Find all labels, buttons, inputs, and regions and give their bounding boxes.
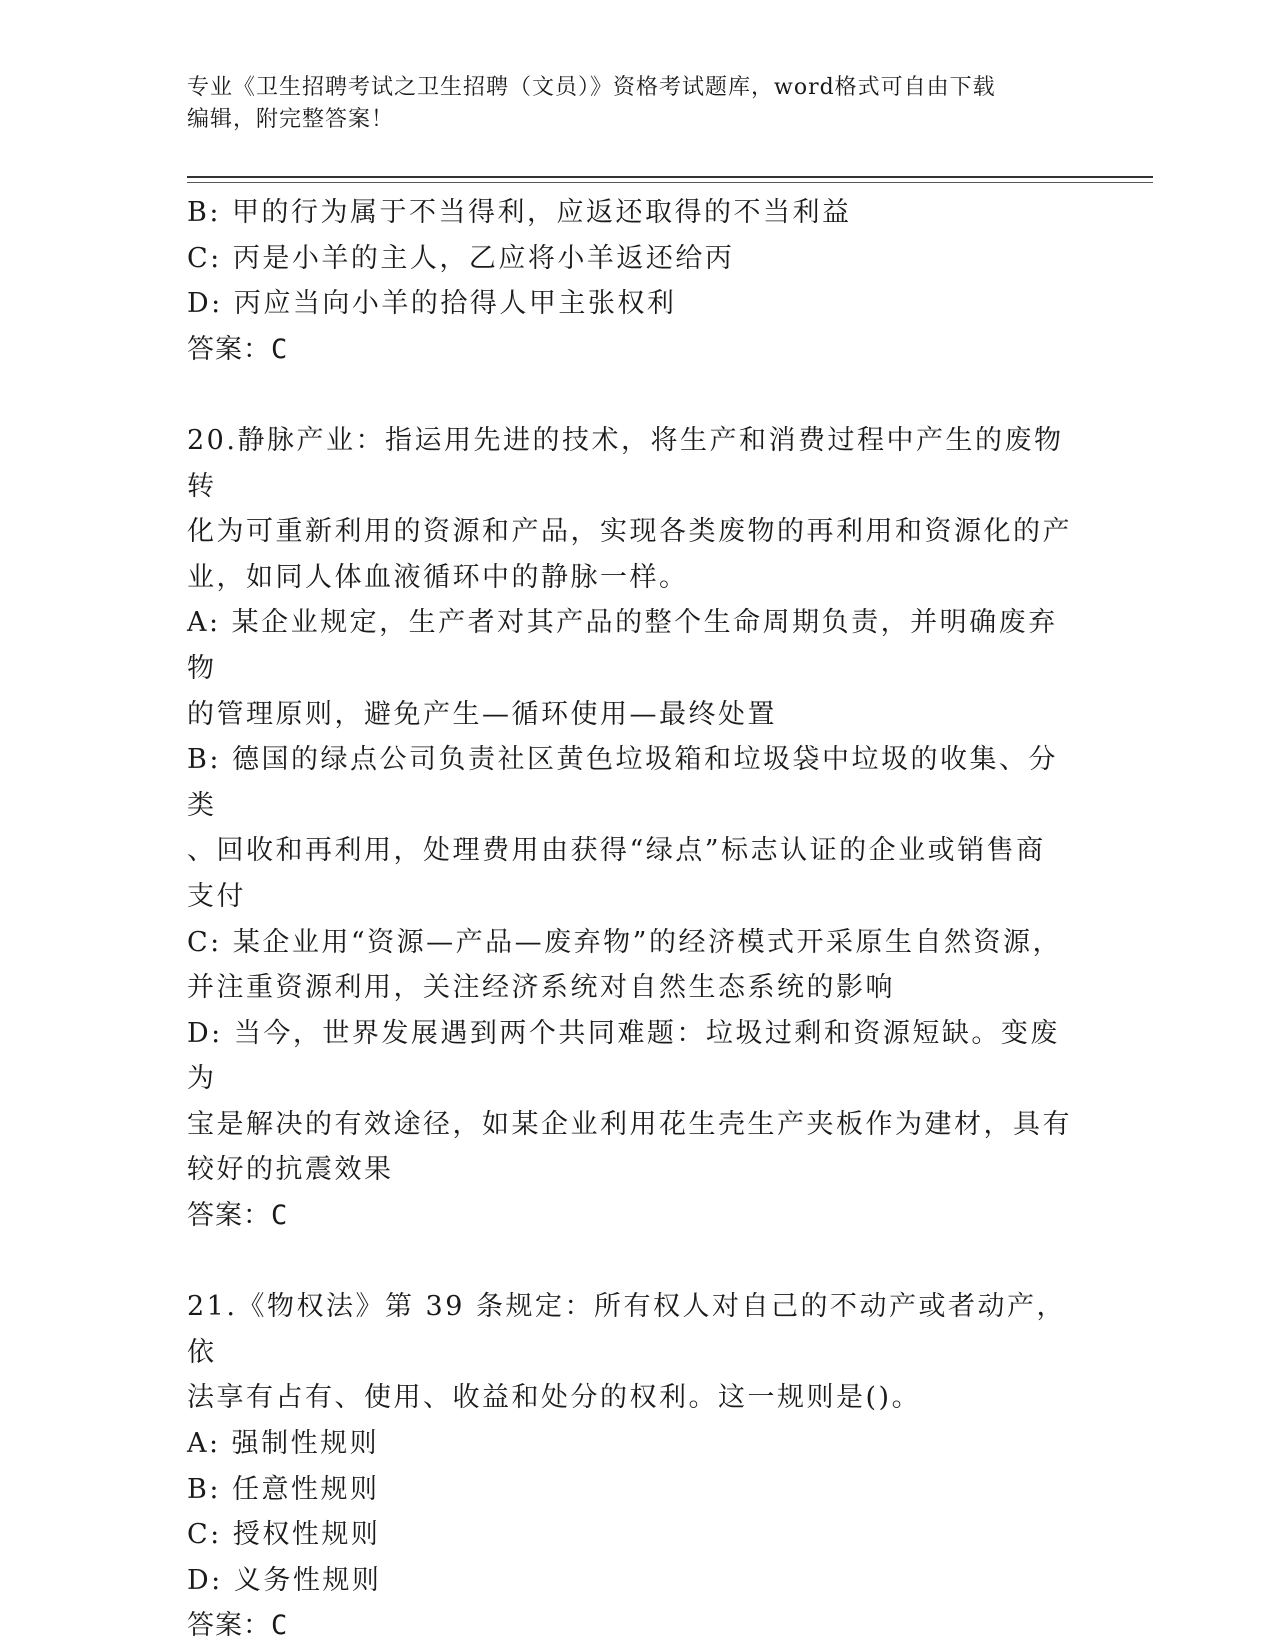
q19-option-c: C: 丙是小羊的主人，乙应将小羊返还给丙 — [187, 242, 735, 274]
q21-option-c: C: 授权性规则 — [187, 1519, 381, 1551]
q19-option-d: D: 丙应当向小羊的拾得人甲主张权利 — [187, 288, 677, 320]
q20-option-b-line-3: 支付 — [187, 880, 246, 912]
q19-answer-label: 答案： — [187, 333, 271, 365]
q19-answer — [187, 327, 1087, 373]
q21-stem-line-2: 法享有占有、使用、收益和处分的权利。这一规则是()。 — [187, 1382, 922, 1414]
q19-option-b: B: 甲的行为属于不当得利，应返还取得的不当利益 — [187, 197, 852, 228]
question-spacer — [187, 1239, 1087, 1285]
q20-option-c-line-1: C: 某企业用“资源—产品—废弃物”的经济模式开采原生自然资源， — [187, 926, 1062, 958]
question-21 — [187, 1284, 1087, 1649]
q21-option-d: D: 义务性规则 — [187, 1564, 382, 1596]
question-19 — [187, 190, 1087, 372]
q20-stem-line-1: 20.静脉产业：指运用先进的技术，将生产和消费过程中产生的废物转 — [187, 424, 1064, 502]
q20-option-a-line-1: A: 某企业规定，生产者对其产品的整个生命周期负责，并明确废弃物 — [187, 607, 1058, 684]
q20-option-b-line-1: B: 德国的绿点公司负责社区黄色垃圾箱和垃圾袋中垃圾的收集、分类 — [187, 744, 1059, 821]
header-line-1: 专业《卫生招聘考试之卫生招聘（文员）》资格考试题库，word格式可自由下载 — [187, 75, 996, 100]
q19-answer-value: C — [271, 333, 289, 365]
q21-answer-value: C — [271, 1610, 289, 1642]
q21-option-a: A: 强制性规则 — [187, 1428, 380, 1460]
q20-option-d-line-2: 宝是解决的有效途径，如某企业利用花生壳生产夹板作为建材，具有 — [187, 1108, 1072, 1140]
q20-stem-line-2: 化为可重新利用的资源和产品，实现各类废物的再利用和资源化的产 — [187, 516, 1072, 548]
q21-option-b: B: 任意性规则 — [187, 1473, 380, 1505]
q20-answer-label: 答案： — [187, 1200, 271, 1232]
header-divider-thin — [187, 182, 1153, 183]
header-line-2: 编辑，附完整答案！ — [187, 107, 395, 132]
q20-option-b-line-2: 、回收和再利用，处理费用由获得“绿点”标志认证的企业或销售商 — [187, 835, 1046, 867]
q20-option-d-line-3: 较好的抗震效果 — [187, 1154, 394, 1186]
question-content — [187, 190, 1087, 1649]
q20-answer-value: C — [271, 1200, 289, 1232]
q20-answer — [187, 1193, 1087, 1239]
q20-stem-line-3: 业，如同人体血液循环中的静脉一样。 — [187, 561, 689, 593]
q20-option-d-line-1: D: 当今，世界发展遇到两个共同难题：垃圾过剩和资源短缺。变废为 — [187, 1017, 1060, 1095]
q21-stem-line-1: 21.《物权法》第 39 条规定：所有权人对自己的不动产或者动产，依 — [187, 1291, 1066, 1368]
question-spacer — [187, 372, 1087, 418]
q21-answer — [187, 1603, 1087, 1649]
header-divider-thick — [187, 176, 1153, 178]
q21-answer-label: 答案： — [187, 1610, 271, 1642]
document-header — [187, 72, 1087, 136]
question-20 — [187, 418, 1087, 1239]
q20-option-c-line-2: 并注重资源利用，关注经济系统对自然生态系统的影响 — [187, 972, 895, 1004]
q20-option-a-line-2: 的管理原则，避免产生—循环使用—最终处置 — [187, 698, 777, 730]
